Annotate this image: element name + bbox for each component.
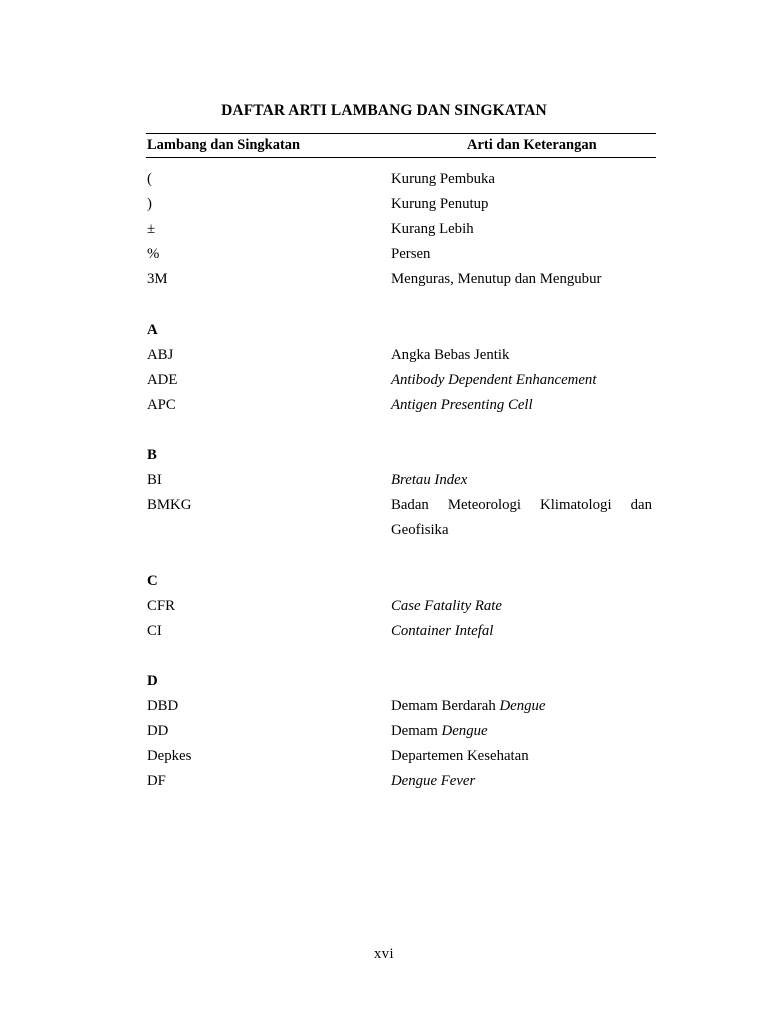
list-item xyxy=(147,371,652,396)
group-heading-c xyxy=(147,572,652,597)
meaning: Badan Meteorologi Klimatologi dan xyxy=(391,497,652,514)
list-item xyxy=(147,471,652,496)
table-top-rule xyxy=(146,133,656,134)
meaning-plain: Demam Berdarah xyxy=(391,697,500,714)
meaning: Antigen Presenting Cell xyxy=(391,396,533,413)
abbreviation: ) xyxy=(147,196,152,213)
group-spacer xyxy=(147,647,652,672)
group-letter: A xyxy=(147,321,158,338)
meaning-plain: Demam xyxy=(391,723,442,740)
list-item xyxy=(147,747,652,772)
list-item xyxy=(147,346,652,371)
abbreviation: APC xyxy=(147,396,176,413)
group-heading-b xyxy=(147,446,652,471)
meaning: Geofisika xyxy=(391,522,449,539)
meaning: Antibody Dependent Enhancement xyxy=(391,371,597,388)
meaning: Case Fatality Rate xyxy=(391,597,502,614)
group-heading-d xyxy=(147,672,652,697)
column-header-meaning: Arti dan Keterangan xyxy=(467,137,597,153)
list-item xyxy=(147,697,652,722)
list-item xyxy=(147,396,652,421)
meaning xyxy=(391,697,652,722)
meaning: Kurang Lebih xyxy=(391,221,474,238)
group-letter: C xyxy=(147,572,158,589)
group-spacer xyxy=(147,546,652,571)
abbreviation: 3M xyxy=(147,271,168,288)
list-item-continuation xyxy=(147,521,652,546)
list-item xyxy=(147,622,652,647)
meaning: Bretau Index xyxy=(391,472,468,489)
list-item xyxy=(147,270,652,295)
group-letter: D xyxy=(147,672,158,689)
list-item xyxy=(147,496,652,521)
meaning: Departemen Kesehatan xyxy=(391,748,529,765)
abbreviation: Depkes xyxy=(147,748,192,765)
abbreviation: ABJ xyxy=(147,346,174,363)
list-item xyxy=(147,170,652,195)
meaning: Container Intefal xyxy=(391,622,494,639)
meaning-italic: Dengue xyxy=(499,697,546,714)
meaning: Kurung Pembuka xyxy=(391,171,495,187)
page-number: xvi xyxy=(373,946,395,962)
abbreviation: BMKG xyxy=(147,497,192,514)
page-title: DAFTAR ARTI LAMBANG DAN SINGKATAN xyxy=(221,102,547,119)
list-item xyxy=(147,220,652,245)
list-item xyxy=(147,597,652,622)
meaning-italic: Dengue xyxy=(441,723,488,740)
abbreviation: CI xyxy=(147,622,162,639)
list-item xyxy=(147,722,652,747)
abbreviation: CFR xyxy=(147,597,175,614)
group-heading-a xyxy=(147,321,652,346)
abbreviation: % xyxy=(147,246,160,263)
group-spacer xyxy=(147,295,652,320)
meaning: Kurung Penutup xyxy=(391,196,489,213)
abbreviation: ADE xyxy=(147,371,178,388)
abbreviation-list xyxy=(147,170,652,797)
meaning: Menguras, Menutup dan Mengubur xyxy=(391,271,602,288)
abbreviation: DBD xyxy=(147,697,179,714)
list-item xyxy=(147,195,652,220)
abbreviation: BI xyxy=(147,472,162,489)
group-spacer xyxy=(147,421,652,446)
meaning: Dengue Fever xyxy=(391,773,476,790)
abbreviation: DF xyxy=(147,773,166,790)
meaning: Angka Bebas Jentik xyxy=(391,346,510,363)
meaning: Persen xyxy=(391,246,431,263)
group-letter: B xyxy=(147,447,157,464)
abbreviation: DD xyxy=(147,723,169,740)
meaning xyxy=(391,722,652,747)
abbreviation: ± xyxy=(147,221,156,238)
abbreviation: ( xyxy=(147,171,152,187)
list-item xyxy=(147,245,652,270)
list-item xyxy=(147,772,652,797)
column-header-symbol: Lambang dan Singkatan xyxy=(147,137,301,153)
table-header-rule xyxy=(146,157,656,158)
